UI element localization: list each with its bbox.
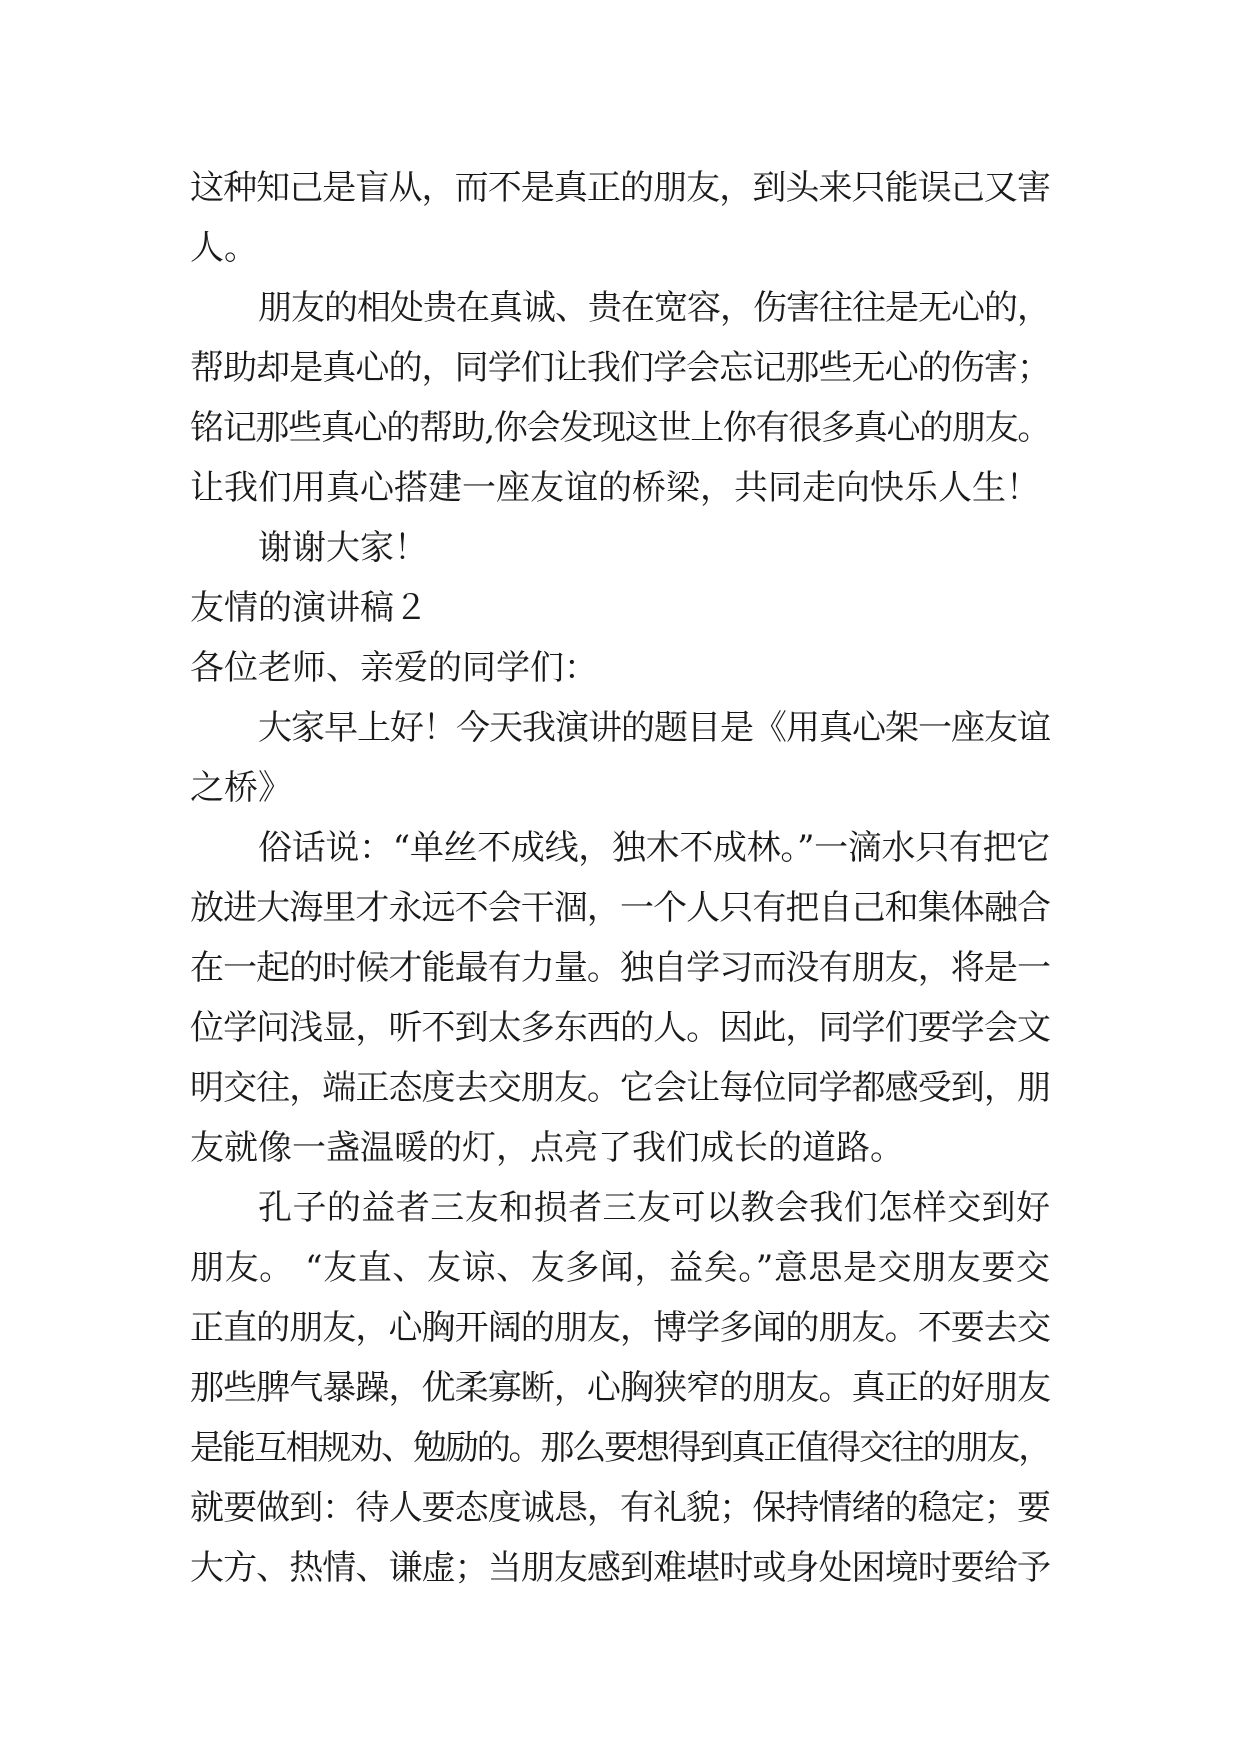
text-line: 友就像一盏温暖的灯，点亮了我们成长的道路。 — [190, 1128, 904, 1168]
document-body — [190, 158, 1050, 1598]
text-line: 是能互相规劝、勉励的。那么要想得到真正值得交往的朋友， — [190, 1428, 1050, 1468]
text-line: 孔子的益者三友和损者三友可以教会我们怎样交到好 — [258, 1188, 1050, 1228]
salutation: 各位老师、亲爱的同学们： — [190, 648, 598, 688]
text-line: 铭记那些真心的帮助,你会发现这世上你有很多真心的朋友。 — [190, 408, 1050, 448]
text-line: 正直的朋友，心胸开阔的朋友，博学多闻的朋友。不要去交 — [190, 1308, 1050, 1348]
text-line: 就要做到：待人要态度诚恳，有礼貌；保持情绪的稳定；要 — [190, 1488, 1050, 1528]
text-line: 之桥》 — [190, 768, 292, 808]
text-line: 明交往，端正态度去交朋友。它会让每位同学都感受到，朋 — [190, 1068, 1050, 1108]
text-line: 俗话说：“单丝不成线，独木不成林。”一滴水只有把它 — [258, 828, 1050, 868]
text-line: 在一起的时候才能最有力量。独自学习而没有朋友，将是一 — [190, 948, 1050, 988]
text-line: 大家早上好！今天我演讲的题目是《用真心架一座友谊 — [258, 708, 1050, 748]
text-line: 朋友的相处贵在真诚、贵在宽容，伤害往往是无心的， — [258, 288, 1050, 328]
text-line: 那些脾气暴躁，优柔寡断，心胸狭窄的朋友。真正的好朋友 — [190, 1368, 1050, 1408]
text-line: 人。 — [190, 228, 258, 268]
text-line: 让我们用真心搭建一座友谊的桥梁，共同走向快乐人生！ — [190, 468, 1040, 508]
text-line: 谢谢大家！ — [258, 528, 428, 568]
text-line: 大方、热情、谦虚；当朋友感到难堪时或身处困境时要给予 — [190, 1548, 1050, 1588]
text-line: 帮助却是真心的，同学们让我们学会忘记那些无心的伤害； — [190, 348, 1050, 388]
section-heading: 友情的演讲稿２ — [190, 588, 428, 628]
text-line: 朋友。 “友直、友谅、友多闻，益矣。”意思是交朋友要交 — [190, 1248, 1050, 1288]
text-line: 这种知己是盲从，而不是真正的朋友，到头来只能误己又害 — [190, 168, 1050, 208]
text-line: 放进大海里才永远不会干涸，一个人只有把自己和集体融合 — [190, 888, 1050, 928]
text-line: 位学问浅显，听不到太多东西的人。因此，同学们要学会文 — [190, 1008, 1050, 1048]
